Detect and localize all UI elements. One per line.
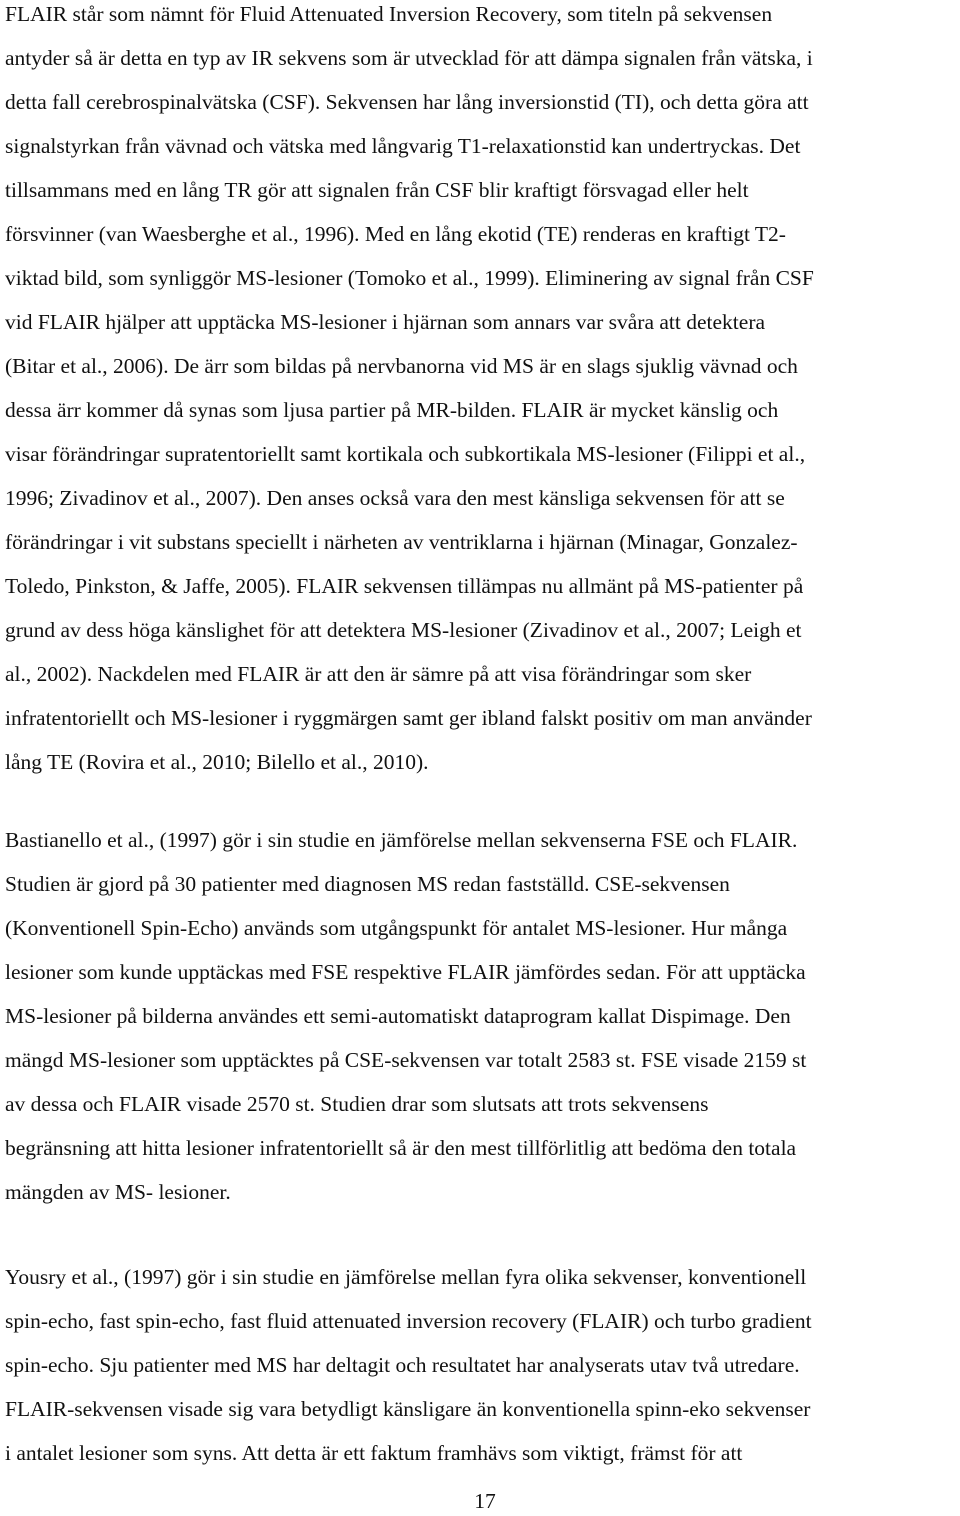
paragraph-yousry-study <box>5 1255 955 1475</box>
text-line: spin-echo, fast spin-echo, fast fluid attenuated inversion recovery (FLAIR) och turbo gradient <box>5 1309 812 1333</box>
text-line: viktad bild, som synliggör MS-lesioner (Tomoko et al., 1999). Eliminering av signal från CSF <box>5 266 814 290</box>
text-line: grund av dess höga känslighet för att detektera MS-lesioner (Zivadinov et al., 2007; Leigh et <box>5 618 802 642</box>
text-line: begränsning att hitta lesioner infratentoriellt så är den mest tillförlitlig att bedöma den totala <box>5 1136 797 1160</box>
paragraph-flair-description <box>5 0 955 784</box>
text-line: lång TE (Rovira et al., 2010; Bilello et al., 2010). <box>5 750 429 774</box>
text-line: FLAIR står som nämnt för Fluid Attenuated Inversion Recovery, som titeln på sekvensen <box>5 2 773 26</box>
text-line: Bastianello et al., (1997) gör i sin studie en jämförelse mellan sekvenserna FSE och FLAIR. <box>5 828 798 852</box>
text-line: Studien är gjord på 30 patienter med diagnosen MS redan fastställd. CSE-sekvensen <box>5 872 730 896</box>
text-line: mängden av MS- lesioner. <box>5 1180 231 1204</box>
text-line: Toledo, Pinkston, & Jaffe, 2005). FLAIR sekvensen tillämpas nu allmänt på MS-patienter på <box>5 574 804 598</box>
page-number: 17 <box>474 1489 496 1513</box>
text-line: vid FLAIR hjälper att upptäcka MS-lesioner i hjärnan som annars var svåra att detektera <box>5 310 766 334</box>
text-line: (Konventionell Spin-Echo) används som utgångspunkt för antalet MS-lesioner. Hur många <box>5 916 788 940</box>
text-line: försvinner (van Waesberghe et al., 1996). Med en lång ekotid (TE) renderas en kraftigt T2- <box>5 222 786 246</box>
text-line: antyder så är detta en typ av IR sekvens som är utvecklad för att dämpa signalen från vätska, i <box>5 46 813 70</box>
text-line: signalstyrkan från vävnad och vätska med långvarig T1-relaxationstid kan undertryckas. Det <box>5 134 801 158</box>
paragraph-bastianello-study <box>5 818 955 1214</box>
text-line: FLAIR-sekvensen visade sig vara betydligt känsligare än konventionella spinn-eko sekvenser <box>5 1397 811 1421</box>
text-line: al., 2002). Nackdelen med FLAIR är att den är sämre på att visa förändringar som sker <box>5 662 752 686</box>
text-line: spin-echo. Sju patienter med MS har deltagit och resultatet har analyserats utav två utredare. <box>5 1353 800 1377</box>
text-line: Yousry et al., (1997) gör i sin studie en jämförelse mellan fyra olika sekvenser, konventionell <box>5 1265 807 1289</box>
text-line: detta fall cerebrospinalvätska (CSF). Sekvensen har lång inversionstid (TI), och detta göra att <box>5 90 809 114</box>
text-line: mängd MS-lesioner som upptäcktes på CSE-sekvensen var totalt 2583 st. FSE visade 2159 st <box>5 1048 807 1072</box>
text-line: 1996; Zivadinov et al., 2007). Den anses också vara den mest känsliga sekvensen för att se <box>5 486 785 510</box>
text-line: förändringar i vit substans speciellt i närheten av ventriklarna i hjärnan (Minagar, Gonzalez- <box>5 530 798 554</box>
text-line: dessa ärr kommer då synas som ljusa partier på MR-bilden. FLAIR är mycket känslig och <box>5 398 779 422</box>
text-line: (Bitar et al., 2006). De ärr som bildas på nervbanorna vid MS är en slags sjuklig vävnad och <box>5 354 798 378</box>
text-line: av dessa och FLAIR visade 2570 st. Studien drar som slutsats att trots sekvensens <box>5 1092 709 1116</box>
text-line: tillsammans med en lång TR gör att signalen från CSF blir kraftigt försvagad eller helt <box>5 178 749 202</box>
text-line: infratentoriellt och MS-lesioner i ryggmärgen samt ger ibland falskt positiv om man använder <box>5 706 812 730</box>
text-line: MS-lesioner på bilderna användes ett semi-automatiskt dataprogram kallat Dispimage. Den <box>5 1004 791 1028</box>
text-line: i antalet lesioner som syns. Att detta är ett faktum framhävs som viktigt, främst för att <box>5 1441 743 1465</box>
text-line: lesioner som kunde upptäckas med FSE respektive FLAIR jämfördes sedan. För att upptäcka <box>5 960 806 984</box>
text-line: visar förändringar supratentoriellt samt kortikala och subkortikala MS-lesioner (Filippi et al., <box>5 442 806 466</box>
